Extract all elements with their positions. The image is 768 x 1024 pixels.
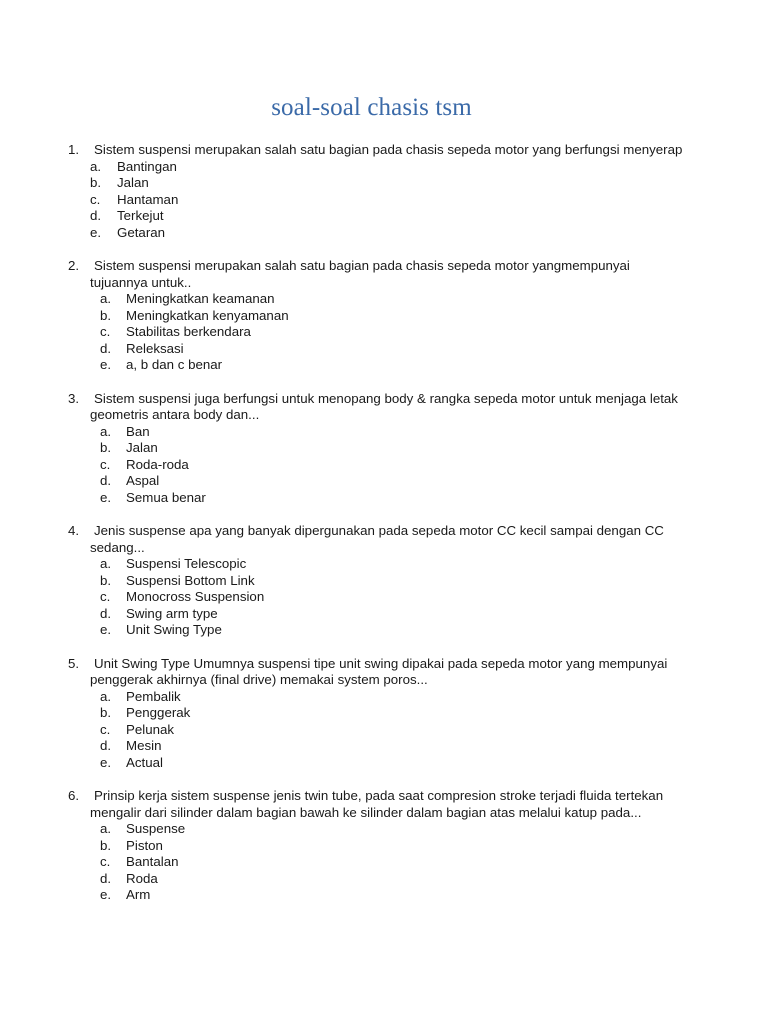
question-stem	[0, 142, 768, 159]
option-text: Aspal	[126, 473, 160, 488]
option-letter: c.	[100, 456, 111, 472]
question-number: 4.	[68, 523, 80, 538]
option-text: Ban	[126, 423, 150, 439]
answer-option	[0, 308, 768, 325]
option-letter: b.	[100, 572, 112, 588]
option-text: Suspensi Telescopic	[126, 556, 247, 571]
answer-option	[0, 175, 768, 192]
answer-option	[0, 457, 768, 474]
option-letter: e.	[90, 224, 102, 240]
option-letter: c.	[100, 589, 111, 604]
question-number: 6.	[68, 788, 80, 803]
option-text: Meningkatkan keamanan	[126, 291, 275, 306]
question-text: Sistem suspensi juga berfungsi untuk menopang body & rangka sepeda motor untuk menjaga letak geometris antara body dan...	[90, 390, 678, 422]
option-letter: c.	[100, 324, 111, 339]
answer-option	[0, 821, 768, 838]
answer-option	[0, 341, 768, 358]
answer-option	[0, 208, 768, 225]
question-number: 5.	[68, 655, 80, 671]
question-text: Unit Swing Type Umumnya suspensi tipe unit swing dipakai pada sepeda motor yang mempunyai penggerak akhirnya (final drive) memakai system poros...	[90, 655, 668, 687]
answer-option	[0, 838, 768, 855]
answer-option	[0, 689, 768, 706]
option-letter: b.	[100, 307, 112, 323]
answer-option	[0, 225, 768, 242]
option-text: Monocross Suspension	[126, 589, 265, 604]
option-letter: c.	[90, 191, 101, 207]
option-letter: a.	[100, 291, 112, 306]
option-text: Actual	[126, 754, 163, 770]
question-stem	[0, 391, 768, 424]
option-letter: a.	[100, 423, 112, 439]
option-letter: b.	[100, 440, 112, 455]
option-letter: d.	[90, 208, 102, 223]
answer-option	[0, 291, 768, 308]
question-number: 3.	[68, 390, 80, 406]
option-text: Getaran	[117, 224, 166, 240]
question-number: 2.	[68, 258, 80, 273]
question-stem	[0, 656, 768, 689]
answer-option	[0, 589, 768, 606]
answer-option	[0, 854, 768, 871]
option-letter: d.	[100, 738, 112, 753]
option-text: Arm	[126, 887, 151, 902]
question-list	[0, 142, 768, 921]
option-letter: a.	[100, 556, 112, 571]
option-letter: e.	[100, 357, 112, 372]
option-text: Piston	[126, 837, 163, 853]
option-text: Mesin	[126, 738, 162, 753]
answer-option	[0, 424, 768, 441]
option-text: Pelunak	[126, 721, 175, 737]
option-letter: e.	[100, 489, 112, 505]
option-letter: a.	[100, 821, 112, 836]
option-list	[0, 689, 768, 772]
option-text: Jalan	[117, 175, 149, 190]
option-letter: a.	[90, 158, 102, 174]
option-text: Roda	[126, 870, 158, 886]
answer-option	[0, 705, 768, 722]
answer-option	[0, 738, 768, 755]
option-letter: b.	[100, 705, 112, 720]
option-text: Roda-roda	[126, 456, 189, 472]
answer-option	[0, 887, 768, 904]
option-letter: b.	[100, 837, 112, 853]
question-item	[0, 656, 768, 772]
answer-option	[0, 159, 768, 176]
option-letter: a.	[100, 688, 112, 704]
question-stem	[0, 258, 768, 291]
option-text: Bantingan	[117, 158, 177, 174]
question-item	[0, 391, 768, 507]
question-text: Jenis suspense apa yang banyak dipergunakan pada sepeda motor CC kecil sampai dengan CC sedang...	[90, 523, 664, 555]
option-letter: e.	[100, 887, 112, 902]
answer-option	[0, 573, 768, 590]
option-text: Unit Swing Type	[126, 622, 222, 637]
answer-option	[0, 755, 768, 772]
option-letter: c.	[100, 721, 111, 737]
option-text: Meningkatkan kenyamanan	[126, 307, 289, 323]
page-title: soal-soal chasis tsm	[271, 94, 472, 121]
question-item	[0, 788, 768, 904]
option-text: Bantalan	[126, 854, 179, 869]
answer-option	[0, 473, 768, 490]
question-text: Sistem suspensi merupakan salah satu bagian pada chasis sepeda motor yangmempunyai tujuannya untuk..	[90, 258, 630, 290]
answer-option	[0, 490, 768, 507]
question-text: Prinsip kerja sistem suspense jenis twin tube, pada saat compresion stroke terjadi fluida tertekan mengalir dari silinder dalam bagian bawah ke silinder dalam bagian atas melalui katup pada...	[90, 788, 664, 820]
answer-option	[0, 622, 768, 639]
option-list	[0, 424, 768, 507]
option-text: Hantaman	[117, 191, 179, 207]
option-text: Pembalik	[126, 688, 181, 704]
question-item	[0, 258, 768, 374]
answer-option	[0, 722, 768, 739]
option-text: Semua benar	[126, 489, 206, 505]
option-letter: d.	[100, 340, 112, 356]
option-text: a, b dan c benar	[126, 357, 223, 372]
option-text: Suspense	[126, 821, 186, 836]
option-text: Jalan	[126, 440, 158, 455]
option-text: Releksasi	[126, 340, 184, 356]
option-text: Swing arm type	[126, 605, 218, 621]
question-stem	[0, 523, 768, 556]
option-list	[0, 821, 768, 904]
option-text: Stabilitas berkendara	[126, 324, 251, 339]
option-letter: e.	[100, 622, 112, 637]
answer-option	[0, 440, 768, 457]
question-text: Sistem suspensi merupakan salah satu bagian pada chasis sepeda motor yang berfungsi menyerap	[94, 142, 683, 157]
answer-option	[0, 871, 768, 888]
option-letter: c.	[100, 854, 111, 869]
option-list	[0, 556, 768, 639]
option-letter: d.	[100, 605, 112, 621]
answer-option	[0, 606, 768, 623]
answer-option	[0, 357, 768, 374]
question-item	[0, 523, 768, 639]
answer-option	[0, 556, 768, 573]
option-text: Penggerak	[126, 705, 191, 720]
option-text: Terkejut	[117, 208, 164, 223]
answer-option	[0, 324, 768, 341]
option-letter: b.	[90, 175, 102, 190]
answer-option	[0, 192, 768, 209]
question-item	[0, 142, 768, 241]
option-letter: d.	[100, 473, 112, 488]
question-stem	[0, 788, 768, 821]
option-letter: e.	[100, 754, 112, 770]
option-letter: d.	[100, 870, 112, 886]
option-text: Suspensi Bottom Link	[126, 572, 255, 588]
option-list	[0, 291, 768, 374]
question-number: 1.	[68, 142, 80, 157]
option-list	[0, 159, 768, 242]
